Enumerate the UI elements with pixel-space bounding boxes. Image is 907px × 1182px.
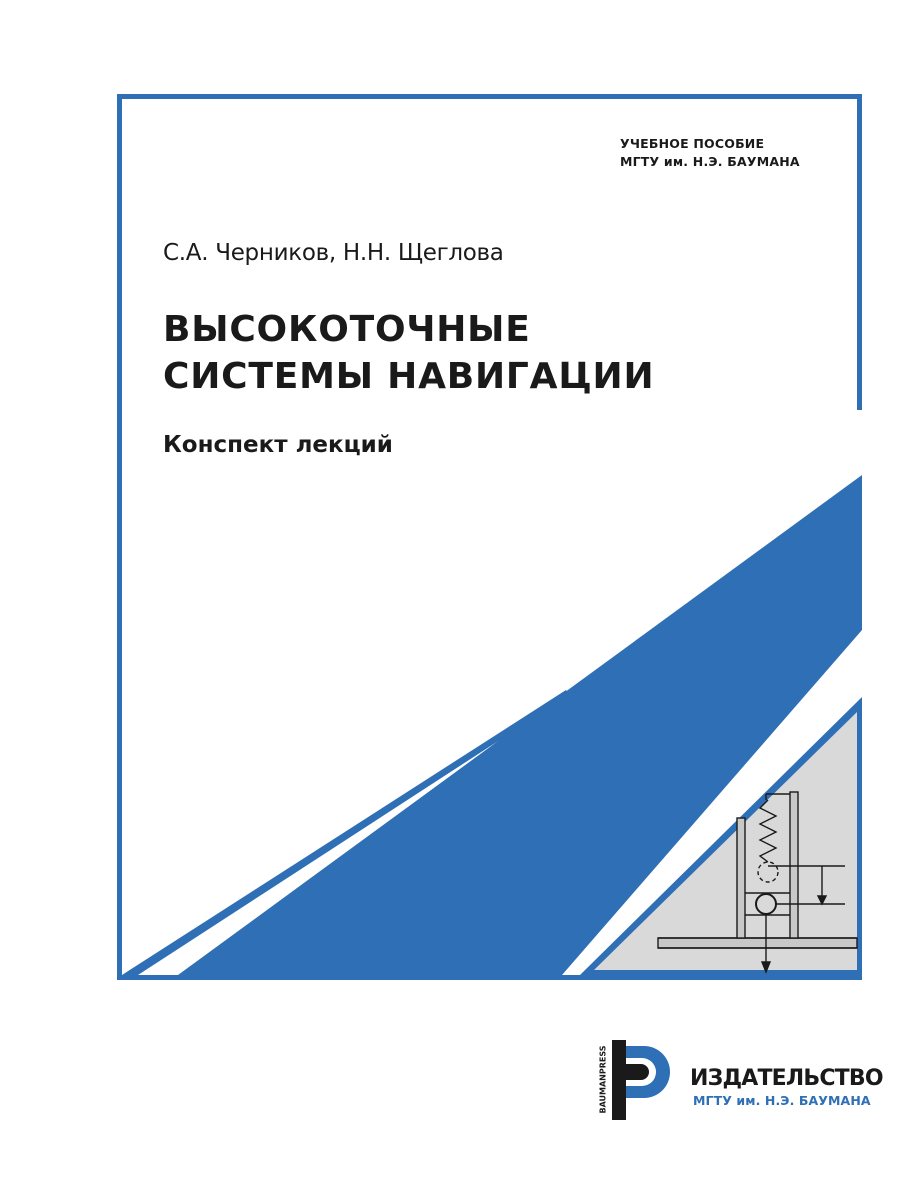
bauman-press-logo-icon <box>612 1040 672 1120</box>
authors: С.А. Черников, Н.Н. Щеглова <box>163 240 504 266</box>
publisher-side-text <box>596 1040 610 1124</box>
series-line-1: УЧЕБНОЕ ПОСОБИЕ <box>620 136 765 151</box>
publisher-side-label: BAUMANPRESS <box>598 1045 608 1114</box>
book-title <box>163 306 654 400</box>
book-title-line-2: СИСТЕМЫ НАВИГАЦИИ <box>163 356 655 397</box>
publisher-subname: МГТУ им. Н.Э. БАУМАНА <box>693 1093 871 1108</box>
series-label <box>620 135 800 171</box>
book-subtitle: Конспект лекций <box>163 432 393 458</box>
book-title-line-1: ВЫСОКОТОЧНЫЕ <box>163 309 531 350</box>
series-line-2: МГТУ им. Н.Э. БАУМАНА <box>620 154 800 169</box>
publisher-name: ИЗДАТЕЛЬСТВО <box>690 1066 883 1091</box>
